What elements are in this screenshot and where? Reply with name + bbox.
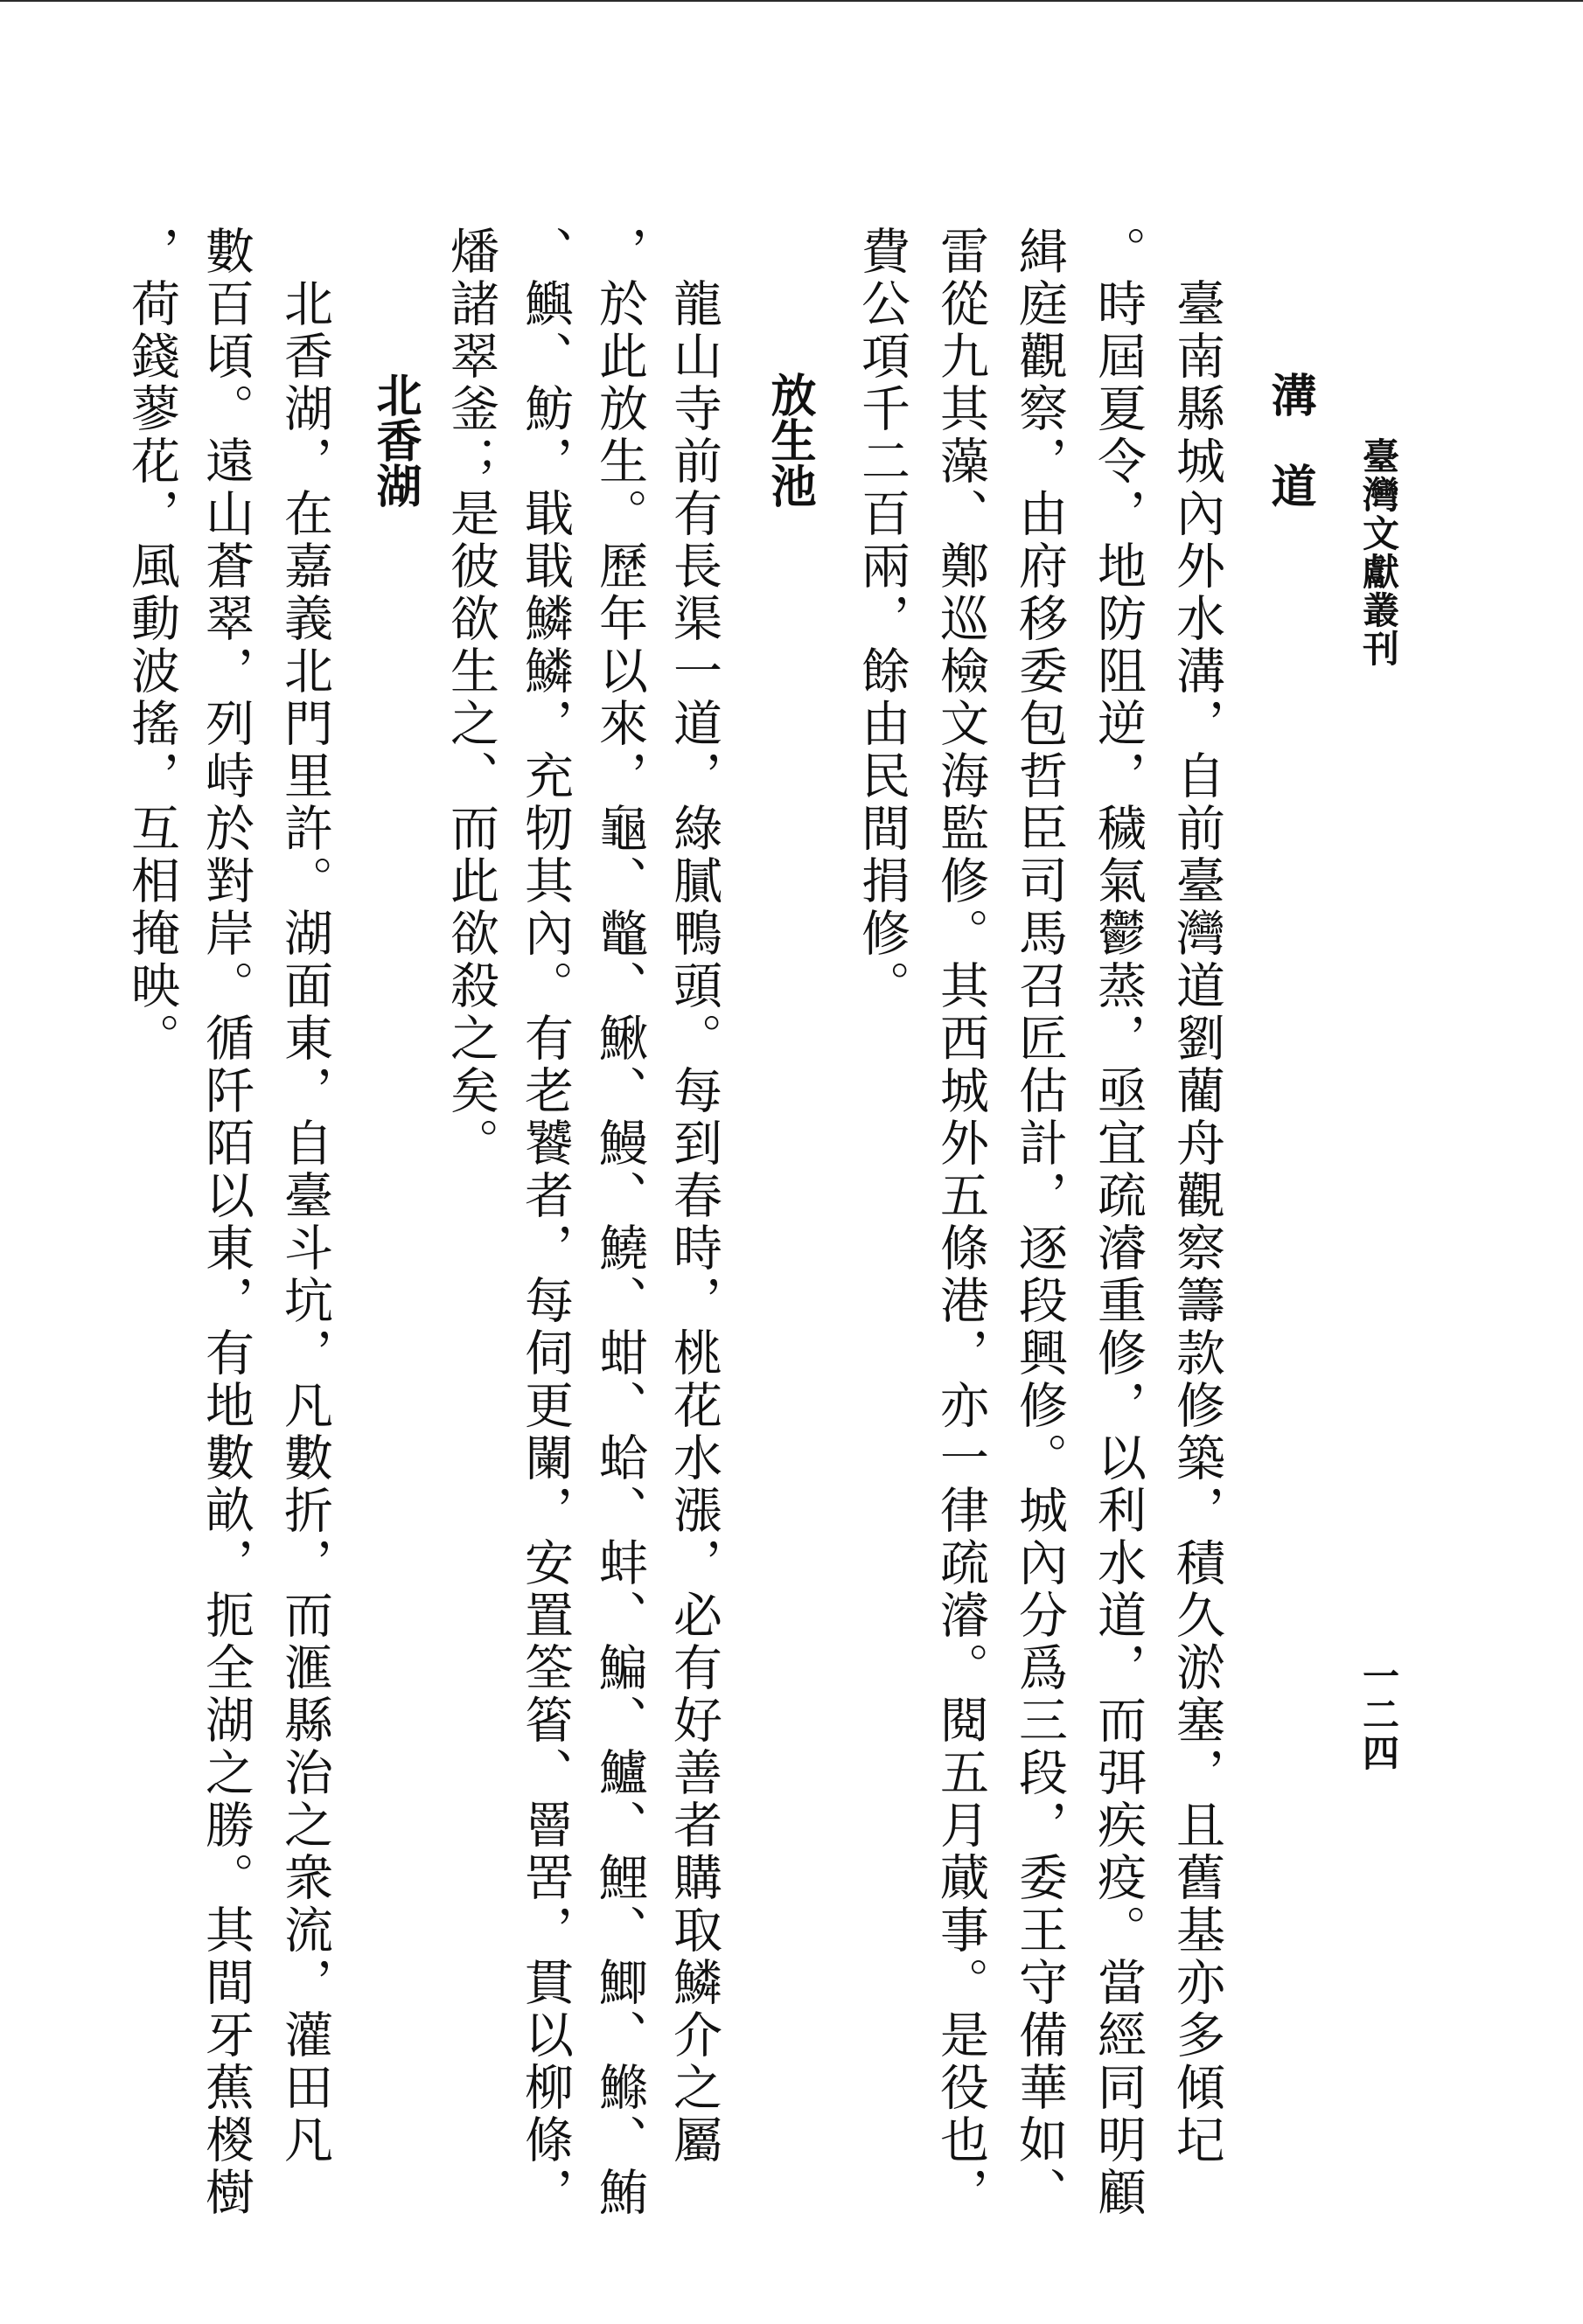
paragraph-line: ，荷錢蓼花，風動波搖，互相掩映。: [123, 226, 180, 1065]
paragraph-line: 。時屆夏令，地防阻逆，穢氣鬱蒸，亟宜疏濬重修，以利水道，而弭疾疫。當經同明顧: [1090, 226, 1147, 2219]
paragraph-line: 數百頃。遠山蒼翠，列峙於對岸。循阡陌以東，有地數畝，扼全湖之勝。其間牙蕉椶樹: [198, 226, 255, 2219]
paragraph-line: 燔諸翠釜；是彼欲生之、而此欲殺之矣。: [443, 226, 499, 1170]
section-heading-gou-dao: 溝 道: [1263, 372, 1316, 508]
section-heading-fang-sheng-chi: 放生池: [763, 372, 816, 508]
top-border-rule: [0, 0, 1583, 2]
paragraph-line: 龍山寺前有長渠一道，綠膩鴨頭。每到春時，桃花水漲，必有好善者購取鱗介之屬: [666, 226, 722, 2167]
paragraph-line: 、鱮、魴，戢戢鱗鱗，充牣其內。有老饕者，每伺更闌，安置筌箵、罾罟，貫以柳條，: [517, 226, 574, 2219]
paragraph-line: 緝庭觀察，由府移委包哲臣司馬召匠估計，逐段興修。城內分爲三段，委王守備華如、: [1011, 226, 1068, 2219]
book-title: 臺灣文獻叢刊: [1357, 437, 1400, 668]
paragraph-line: 臺南縣城內外水溝，自前臺灣道劉藺舟觀察籌款修築，積久淤塞，且舊基亦多傾圮: [1168, 226, 1225, 2167]
page-number: 一二四: [1357, 1657, 1400, 1772]
section-heading-bei-xiang-hu: 北香湖: [368, 372, 422, 508]
paragraph-line: ，於此放生。歷年以來，龜、鼈、鰍、鰻、鱙、蚶、蛤、蚌、鯿、鱸、鯉、鯽、鰷、鮪: [591, 226, 648, 2219]
paragraph-line: 雷從九其藻、鄭巡檢文海監修。其西城外五條港，亦一律疏濬。閱五月蕆事。是役也，: [932, 226, 989, 2219]
paragraph-line: 北香湖，在嘉義北門里許。湖面東，自臺斗坑，凡數折，而滙縣治之衆流，灌田凡: [276, 226, 333, 2167]
paragraph-line: 費公項千二百兩，餘由民間捐修。: [854, 226, 910, 1012]
